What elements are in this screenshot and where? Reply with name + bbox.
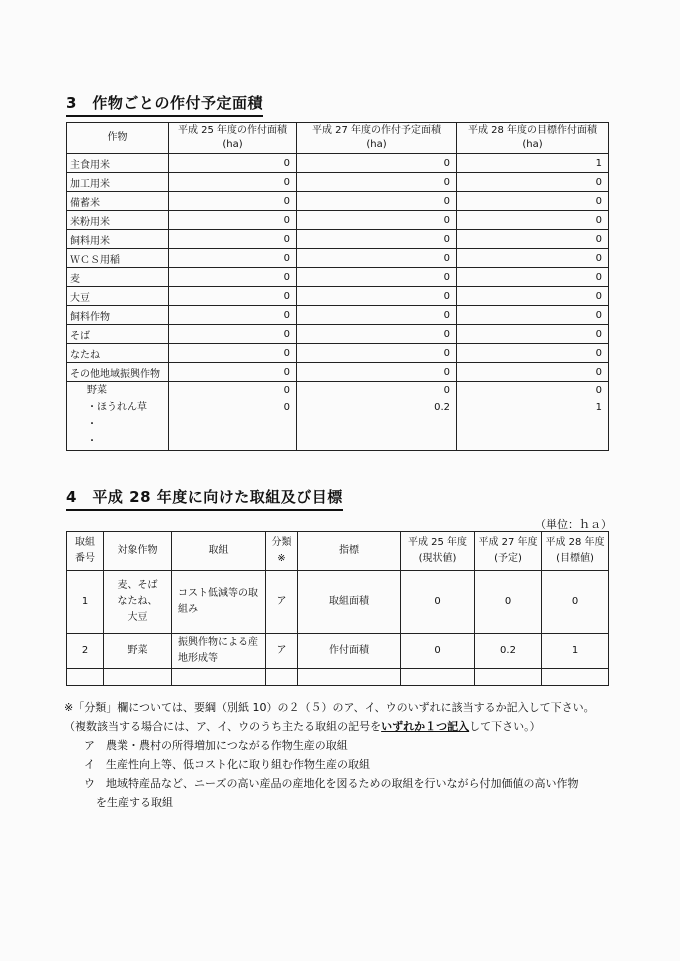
note-line-2 — [64, 717, 664, 736]
area-value-cell: 0 — [457, 306, 609, 325]
header-line: 分類 — [271, 537, 292, 548]
cell-line: 0 — [504, 596, 512, 607]
section-3-title: 3 作物ごとの作付予定面積 — [66, 92, 263, 117]
sub-area-value: 0 — [443, 385, 450, 396]
header-line: (予定) — [494, 553, 522, 564]
crop-name-cell: 備蓄米 — [67, 192, 169, 211]
crop-area-header-cell — [67, 123, 169, 154]
initiatives-header-row — [67, 532, 609, 571]
initiatives-empty-cell — [298, 669, 401, 686]
crop-sub-cell — [67, 382, 169, 451]
initiatives-header-cell — [475, 532, 542, 571]
area-value-cell: 0 — [169, 249, 297, 268]
note-u-1: ウ 地域特産品など、ニーズの高い産品の産地化を図るための取組を行いながら付加価値の高い作物 — [84, 777, 579, 790]
cell-line: コスト低減等の取 — [178, 588, 258, 599]
cell-line: ア — [276, 596, 287, 607]
initiatives-row — [67, 634, 609, 669]
sub-crop-line: ・ほうれん草 — [87, 402, 147, 413]
initiatives-header-cell — [298, 532, 401, 571]
initiatives-header-cell — [104, 532, 172, 571]
crop-name-cell: 主食用米 — [67, 154, 169, 173]
section-4-title: 4 平成 28 年度に向けた取組及び目標 — [66, 486, 343, 511]
sub-area-value: 1 — [595, 402, 602, 413]
header-line: (ha) — [222, 139, 243, 150]
sub-area-value — [297, 416, 450, 433]
initiatives-header-cell — [401, 532, 475, 571]
initiatives-cell-v27 — [475, 571, 542, 634]
crop-area-row — [67, 173, 609, 192]
cell-line: 地形成等 — [178, 653, 218, 664]
initiatives-empty-cell — [542, 669, 609, 686]
crop-area-header-cell — [169, 123, 297, 154]
note-i: イ 生産性向上等、低コスト化に取り組む作物生産の取組 — [84, 758, 370, 771]
header-line: 指標 — [339, 545, 359, 556]
initiatives-cell-crop — [104, 634, 172, 669]
initiatives-cell-v25 — [401, 634, 475, 669]
area-value-cell: 0 — [169, 325, 297, 344]
crop-name-cell: 麦 — [67, 268, 169, 287]
area-value-cell: 0 — [297, 154, 457, 173]
sub-area-value — [457, 416, 602, 433]
area-value-cell: 0 — [297, 192, 457, 211]
initiatives-empty-row — [67, 669, 609, 686]
note-line-2-pre: （複数該当する場合には、ア、イ、ウのうち主たる取組の記号を — [64, 720, 382, 733]
header-line: 平成 25 年度 — [407, 537, 468, 548]
initiatives-empty-cell — [475, 669, 542, 686]
header-line: (現状値) — [418, 553, 457, 564]
crop-area-row — [67, 325, 609, 344]
area-value-cell: 0 — [169, 363, 297, 382]
area-value-cell: 0 — [169, 230, 297, 249]
crop-name-cell: 加工用米 — [67, 173, 169, 192]
crop-name-cell: その他地域振興作物 — [67, 363, 169, 382]
crop-area-row — [67, 230, 609, 249]
note-line-2-post: して下さい。） — [469, 720, 541, 733]
area-value-cell: 0 — [297, 344, 457, 363]
area-value-cell: 0 — [457, 230, 609, 249]
header-line: 平成 27 年度の作付予定面積 — [311, 125, 442, 136]
header-line: ※ — [277, 553, 286, 564]
area-value-cell: 0 — [457, 173, 609, 192]
sub-area-value: 0 — [283, 385, 290, 396]
area-value-cell: 0 — [457, 363, 609, 382]
initiatives-cell-action — [172, 571, 266, 634]
cell-line: 取組面積 — [329, 596, 369, 607]
initiatives-cell-v27 — [475, 634, 542, 669]
sub-area-value — [297, 433, 450, 450]
area-value-cell: 0 — [457, 268, 609, 287]
note-u-2: を生産する取組 — [96, 796, 173, 809]
sub-area-value: 0.2 — [434, 402, 450, 413]
initiatives-cell-index — [298, 634, 401, 669]
area-value-cell: 0 — [457, 192, 609, 211]
crop-name-cell: 米粉用米 — [67, 211, 169, 230]
header-line: 取組 — [208, 545, 229, 556]
initiatives-cell-no — [67, 571, 104, 634]
crop-name-cell: ＷＣＳ用稲 — [67, 249, 169, 268]
sub-area-value: 0 — [283, 402, 290, 413]
crop-name-cell: 大豆 — [67, 287, 169, 306]
initiatives-header-cell — [172, 532, 266, 571]
note-line-1: ※「分類」欄については、要綱（別紙 10）の２（５）のア、イ、ウのいずれに該当するか記入して下さい。 — [64, 701, 595, 714]
header-line: (ha) — [366, 139, 387, 150]
initiatives-empty-cell — [104, 669, 172, 686]
initiatives-cell-v28 — [542, 571, 609, 634]
initiatives-header-cell — [67, 532, 104, 571]
notes — [64, 698, 664, 812]
initiatives-cell-v25 — [401, 571, 475, 634]
header-line: 平成 25 年度の作付面積 — [177, 125, 288, 136]
header-line: 作物 — [107, 132, 128, 143]
area-value-cell: 0 — [297, 306, 457, 325]
header-line: 取組 — [75, 537, 95, 548]
crop-area-table — [66, 122, 609, 451]
cell-line: 麦、そば — [117, 580, 158, 591]
crop-name-cell: 飼料作物 — [67, 306, 169, 325]
area-value-cell: 0 — [297, 249, 457, 268]
crop-area-row — [67, 344, 609, 363]
area-value-cell: 0 — [297, 287, 457, 306]
note-a: ア 農業・農村の所得増加につながる作物生産の取組 — [84, 739, 348, 752]
cell-line: 振興作物による産 — [178, 637, 258, 648]
initiatives-empty-cell — [172, 669, 266, 686]
area-value-cell: 0 — [169, 306, 297, 325]
cell-line: 組み — [178, 604, 198, 615]
crop-name-cell: 飼料用米 — [67, 230, 169, 249]
crop-area-sub-row — [67, 382, 609, 451]
note-line-2-emphasis: いずれか１つ記入 — [381, 720, 470, 733]
cell-line: ア — [276, 645, 287, 656]
sub-area-value — [169, 416, 290, 433]
area-value-cell: 0 — [297, 363, 457, 382]
area-value-cell: 0 — [297, 325, 457, 344]
initiatives-header-cell — [266, 532, 298, 571]
sub-crop-line: ・ — [87, 436, 97, 447]
header-line: (目標値) — [556, 553, 594, 564]
initiatives-cell-action — [172, 634, 266, 669]
crop-area-row — [67, 249, 609, 268]
crop-area-row — [67, 211, 609, 230]
area-value-cell: 0 — [169, 287, 297, 306]
cell-line: 0 — [434, 645, 441, 656]
header-line: 対象作物 — [117, 545, 158, 556]
sub-area-value: 0 — [595, 385, 602, 396]
header-line: 平成 27 年度 — [478, 537, 538, 548]
crop-name-cell: そば — [67, 325, 169, 344]
cell-line: 1 — [81, 596, 89, 607]
area-value-cell: 0 — [297, 268, 457, 287]
initiatives-empty-cell — [401, 669, 475, 686]
area-value-cell: 0 — [457, 325, 609, 344]
crop-area-row — [67, 268, 609, 287]
crop-name-cell: なたね — [67, 344, 169, 363]
crop-area-row — [67, 287, 609, 306]
area-value-cell: 0 — [169, 154, 297, 173]
initiatives-cell-cls — [266, 571, 298, 634]
header-line: 番号 — [75, 553, 95, 564]
header-line: (ha) — [522, 139, 543, 150]
area-value-cell: 0 — [169, 173, 297, 192]
area-value-cell: 0 — [457, 211, 609, 230]
crop-area-row — [67, 192, 609, 211]
cell-line: 0 — [434, 596, 441, 607]
crop-area-row — [67, 363, 609, 382]
cell-line: 2 — [81, 645, 89, 656]
initiatives-row — [67, 571, 609, 634]
header-line: 平成 28 年度の目標作付面積 — [467, 125, 598, 136]
initiatives-cell-index — [298, 571, 401, 634]
initiatives-cell-crop — [104, 571, 172, 634]
area-value-cell: 1 — [457, 154, 609, 173]
area-value-cell: 0 — [297, 173, 457, 192]
crop-area-header-cell — [457, 123, 609, 154]
cell-line: 0.2 — [500, 645, 516, 656]
area-value-cell: 0 — [169, 192, 297, 211]
area-value-cell: 0 — [457, 287, 609, 306]
initiatives-cell-no — [67, 634, 104, 669]
sub-area-cell — [457, 382, 609, 451]
header-line: 平成 28 年度 — [545, 537, 605, 548]
initiatives-cell-v28 — [542, 634, 609, 669]
sub-area-value — [457, 433, 602, 450]
initiatives-header-cell — [542, 532, 609, 571]
cell-line: なたね、 — [117, 596, 158, 607]
sub-crop-line: ・ — [87, 419, 97, 430]
sub-area-cell — [297, 382, 457, 451]
cell-line: 作付面積 — [329, 645, 369, 656]
area-value-cell: 0 — [169, 211, 297, 230]
sub-crop-line: 野菜 — [87, 385, 107, 396]
sub-area-value — [169, 433, 290, 450]
cell-line: 0 — [571, 596, 579, 607]
area-value-cell: 0 — [457, 344, 609, 363]
initiatives-table — [66, 531, 609, 686]
area-value-cell: 0 — [169, 344, 297, 363]
area-value-cell: 0 — [457, 249, 609, 268]
area-value-cell: 0 — [297, 211, 457, 230]
sub-area-cell — [169, 382, 297, 451]
crop-area-row — [67, 306, 609, 325]
initiatives-empty-cell — [67, 669, 104, 686]
unit-label: （単位：ｈａ） — [535, 518, 612, 531]
crop-area-header-cell — [297, 123, 457, 154]
cell-line: 1 — [571, 645, 579, 656]
crop-area-row — [67, 154, 609, 173]
area-value-cell: 0 — [297, 230, 457, 249]
crop-area-header-row — [67, 123, 609, 154]
initiatives-cell-cls — [266, 634, 298, 669]
cell-line: 大豆 — [127, 612, 148, 623]
initiatives-empty-cell — [266, 669, 298, 686]
cell-line: 野菜 — [127, 645, 148, 656]
area-value-cell: 0 — [169, 268, 297, 287]
